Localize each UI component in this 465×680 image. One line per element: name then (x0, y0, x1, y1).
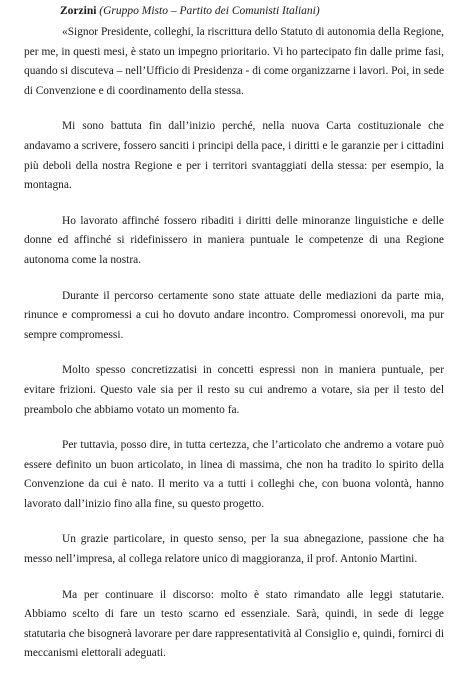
speaker-header (60, 4, 320, 18)
paragraph-3: Ho lavorato affinché fossero ribaditi i diritti delle minoranze linguistiche e delle donne ed affinché si ridefinissero in maniera puntuale le competenze di una Regione autonoma come la nostra. (24, 214, 444, 266)
speaker-name: Zorzini (60, 5, 97, 17)
paragraph-7: Un grazie particolare, in questo senso, per la sua abnegazione, passione che ha messo nell’impresa, al collega relatore unico di maggioranza, il prof. Antonio Martini. (24, 533, 444, 566)
paragraph-8: Ma per continuare il discorso: molto è stato rimandato alle leggi statutarie. Abbiamo scelto di fare un testo scarno ed essenziale. Sarà, quindi, in sede di legge statutaria che bisognerà lavorare per dare rappresentatività al Consiglio e, quindi, fornirci di meccanismi elettorali adeguati. (24, 588, 444, 660)
speaker-affiliation: (Gruppo Misto – Partito dei Comunisti Italiani) (96, 5, 320, 17)
paragraph-5: Molto spesso concretizzatisi in concetti espressi non in maniera puntuale, per evitare frizioni. Questo vale sia per il resto su cui andremo a votare, sia per il testo del preambolo che abbiamo votato un momento fa. (24, 364, 444, 416)
paragraph-6: Per tuttavia, posso dire, in tutta certezza, che l’articolato che andremo a votare può essere definito un buon articolato, in linea di massima, che non ha tradito lo spirito della Convenzione da cui è nato. Il merito va a tutti i colleghi che, con buona volontà, hanno lavorato dall’inizio fino alla fine, su questo progetto. (24, 439, 444, 510)
paragraph-2: Mi sono battuta fin dall’inizio perché, nella nuova Carta costituzionale che andavamo a scrivere, fossero sanciti i principi della pace, i diritti e le garanzie per i cittadini più deboli della nostra Regione e per i territori svantaggiati della stessa: per esempio, la montagna. (24, 120, 444, 192)
paragraph-4: Durante il percorso certamente sono state attuate delle mediazioni da parte mia, rinunce e compromessi a cui ho dovuto andare incontro. Compromessi onorevoli, ma pur sempre compromessi. (24, 289, 444, 341)
speech-body (24, 23, 444, 680)
paragraph-1: «Signor Presidente, colleghi, la riscrittura dello Statuto di autonomia della Regione, per me, in questi mesi, è stato un impegno prioritario. Vi ho partecipato fin dalle prime fasi, quando si discuteva – nell’Ufficio di Presidenza - di come organizzarne i lavori. Poi, in sede di Convenzione e di coordinamento della stessa. (24, 26, 444, 97)
